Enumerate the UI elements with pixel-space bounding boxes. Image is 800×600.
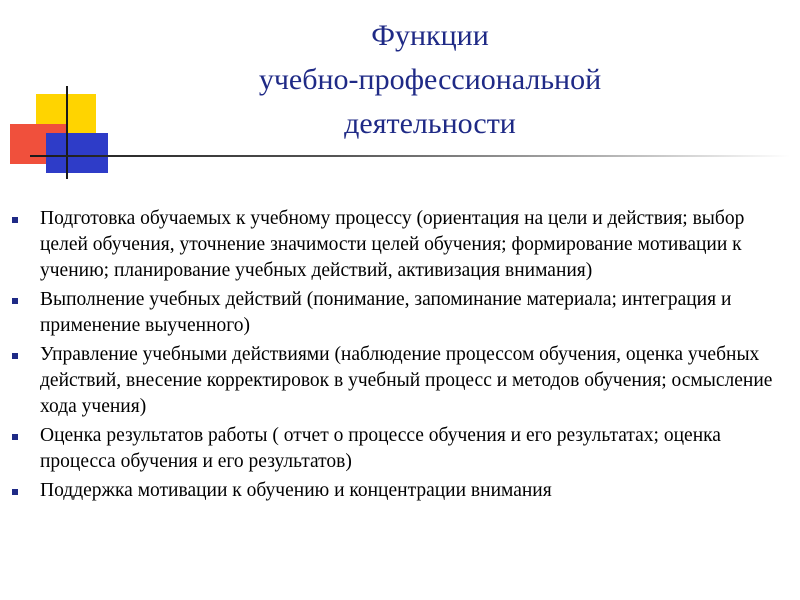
bullet-text: Поддержка мотивации к обучению и концентрации внимания xyxy=(40,480,552,501)
bullet-item-preparation xyxy=(10,206,790,284)
square-bullet-icon xyxy=(12,434,18,440)
square-bullet-icon xyxy=(12,353,18,359)
title-line-1: Функции xyxy=(371,19,489,52)
bullet-text: Оценка результатов работы ( отчет о процессе обучения и его результатах; оценка процесса обучения и его результатов) xyxy=(40,425,721,472)
bullet-item-management xyxy=(10,342,790,420)
slide-title xyxy=(150,14,710,146)
title-line-3: деятельности xyxy=(344,107,516,140)
bullet-text: Подготовка обучаемых к учебному процессу (ориентация на цели и действия; выбор целей обучения, уточнение значимости целей обучения; формирование мотивации к учению; планирование учебных действий, активизация внимания) xyxy=(40,208,745,281)
square-bullet-icon xyxy=(12,298,18,304)
bullet-text: Управление учебными действиями (наблюдение процессом обучения, оценка учебных действий, внесение корректировок в учебный процесс и методов обучения; осмысление хода учения) xyxy=(40,344,773,417)
square-bullet-icon xyxy=(12,489,18,495)
title-line-2: учебно-профессиональной xyxy=(258,63,602,96)
bullet-item-motivation xyxy=(10,478,790,504)
bullet-item-evaluation xyxy=(10,423,790,475)
decorative-vertical-line xyxy=(66,86,68,179)
decorative-blue-square xyxy=(46,133,108,173)
bullet-text: Выполнение учебных действий (понимание, запоминание материала; интеграция и применение выученного) xyxy=(40,289,732,336)
title-divider-line xyxy=(30,155,790,157)
bullet-item-execution xyxy=(10,287,790,339)
bullet-list xyxy=(10,206,790,507)
square-bullet-icon xyxy=(12,217,18,223)
